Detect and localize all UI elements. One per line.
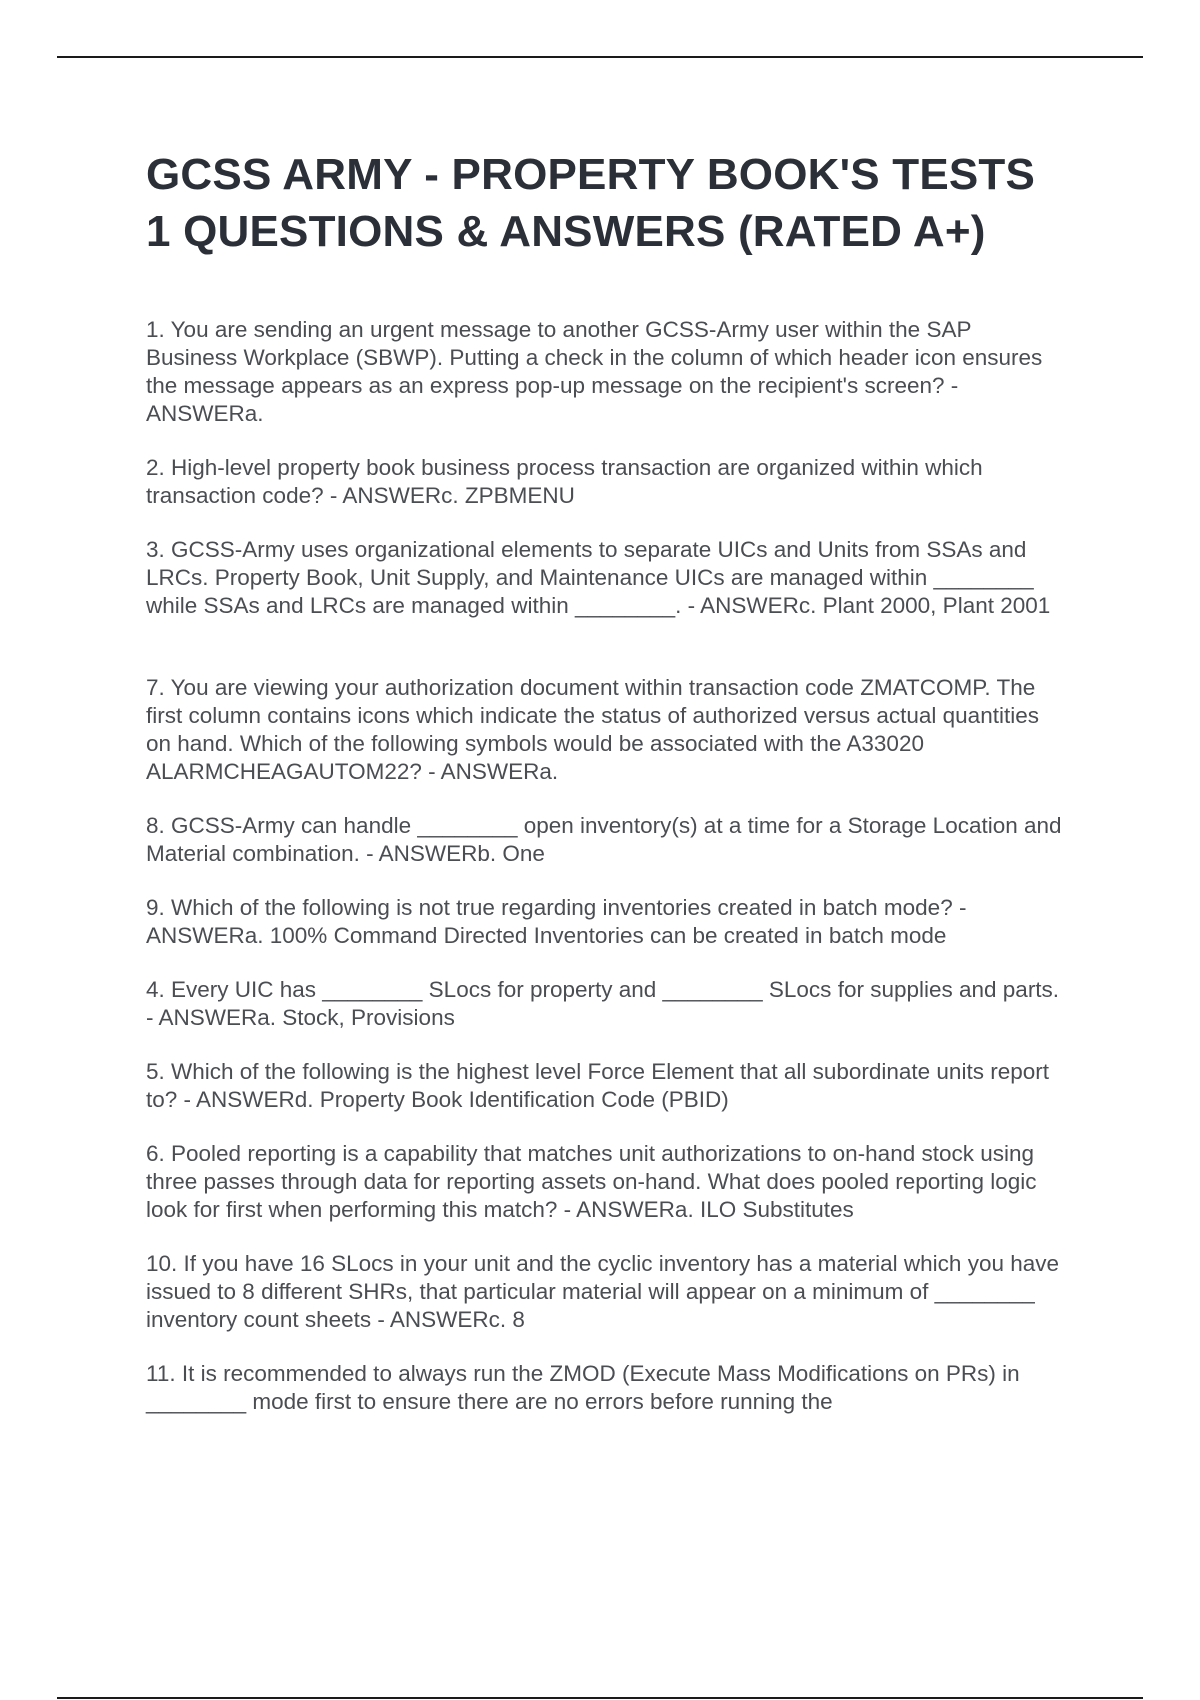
qa-item-11: 11. It is recommended to always run the ZMOD (Execute Mass Modifications on PRs) in ________ mode first to ensure there are no errors before running the [146,1361,1020,1414]
qa-item-6: 6. Pooled reporting is a capability that matches unit authorizations to on-hand stock using three passes through data for reporting assets on-hand. What does pooled reporting logic look for first when performing this match? - ANSWERa. ILO Substitutes [146,1141,1037,1222]
document-body [146,146,1066,1442]
qa-item-9: 9. Which of the following is not true regarding inventories created in batch mode? - ANSWERa. 100% Command Directed Inventories can be created in batch mode [146,895,967,948]
top-rule [57,56,1143,58]
qa-item-1: 1. You are sending an urgent message to another GCSS-Army user within the SAP Business Workplace (SBWP). Putting a check in the column of which header icon ensures the message appears as an express pop-up message on the recipient's screen? - ANSWERa. [146,317,1043,426]
qa-item-8: 8. GCSS-Army can handle ________ open inventory(s) at a time for a Storage Location and Material combination. - ANSWERb. One [146,813,1062,866]
qa-list [146,316,1066,1416]
qa-item-10: 10. If you have 16 SLocs in your unit and the cyclic inventory has a material which you have issued to 8 different SHRs, that particular material will appear on a minimum of ________ inventory count sheets - ANSWERc. 8 [146,1251,1060,1332]
qa-item-5: 5. Which of the following is the highest level Force Element that all subordinate units report to? - ANSWERd. Property Book Identification Code (PBID) [146,1059,1049,1112]
qa-item-2: 2. High-level property book business process transaction are organized within which transaction code? - ANSWERc. ZPBMENU [146,455,983,508]
qa-item-4: 4. Every UIC has ________ SLocs for property and ________ SLocs for supplies and parts. - ANSWERa. Stock, Provisions [146,977,1060,1030]
document-title: GCSS ARMY - PROPERTY BOOK'S TESTS 1 QUESTIONS & ANSWERS (RATED A+) [146,150,1036,256]
qa-item-7: 7. You are viewing your authorization document within transaction code ZMATCOMP. The first column contains icons which indicate the status of authorized versus actual quantities on hand. Which of the following symbols would be associated with the A33020 ALARMCHEAGAUTOM22? - ANSWERa. [146,675,1039,784]
qa-item-3: 3. GCSS-Army uses organizational elements to separate UICs and Units from SSAs and LRCs. Property Book, Unit Supply, and Maintenance UICs are managed within ________ while SSAs and LRCs are managed within ________. - ANSWERc. Plant 2000, Plant 2001 [146,537,1051,618]
bottom-rule [57,1697,1143,1699]
